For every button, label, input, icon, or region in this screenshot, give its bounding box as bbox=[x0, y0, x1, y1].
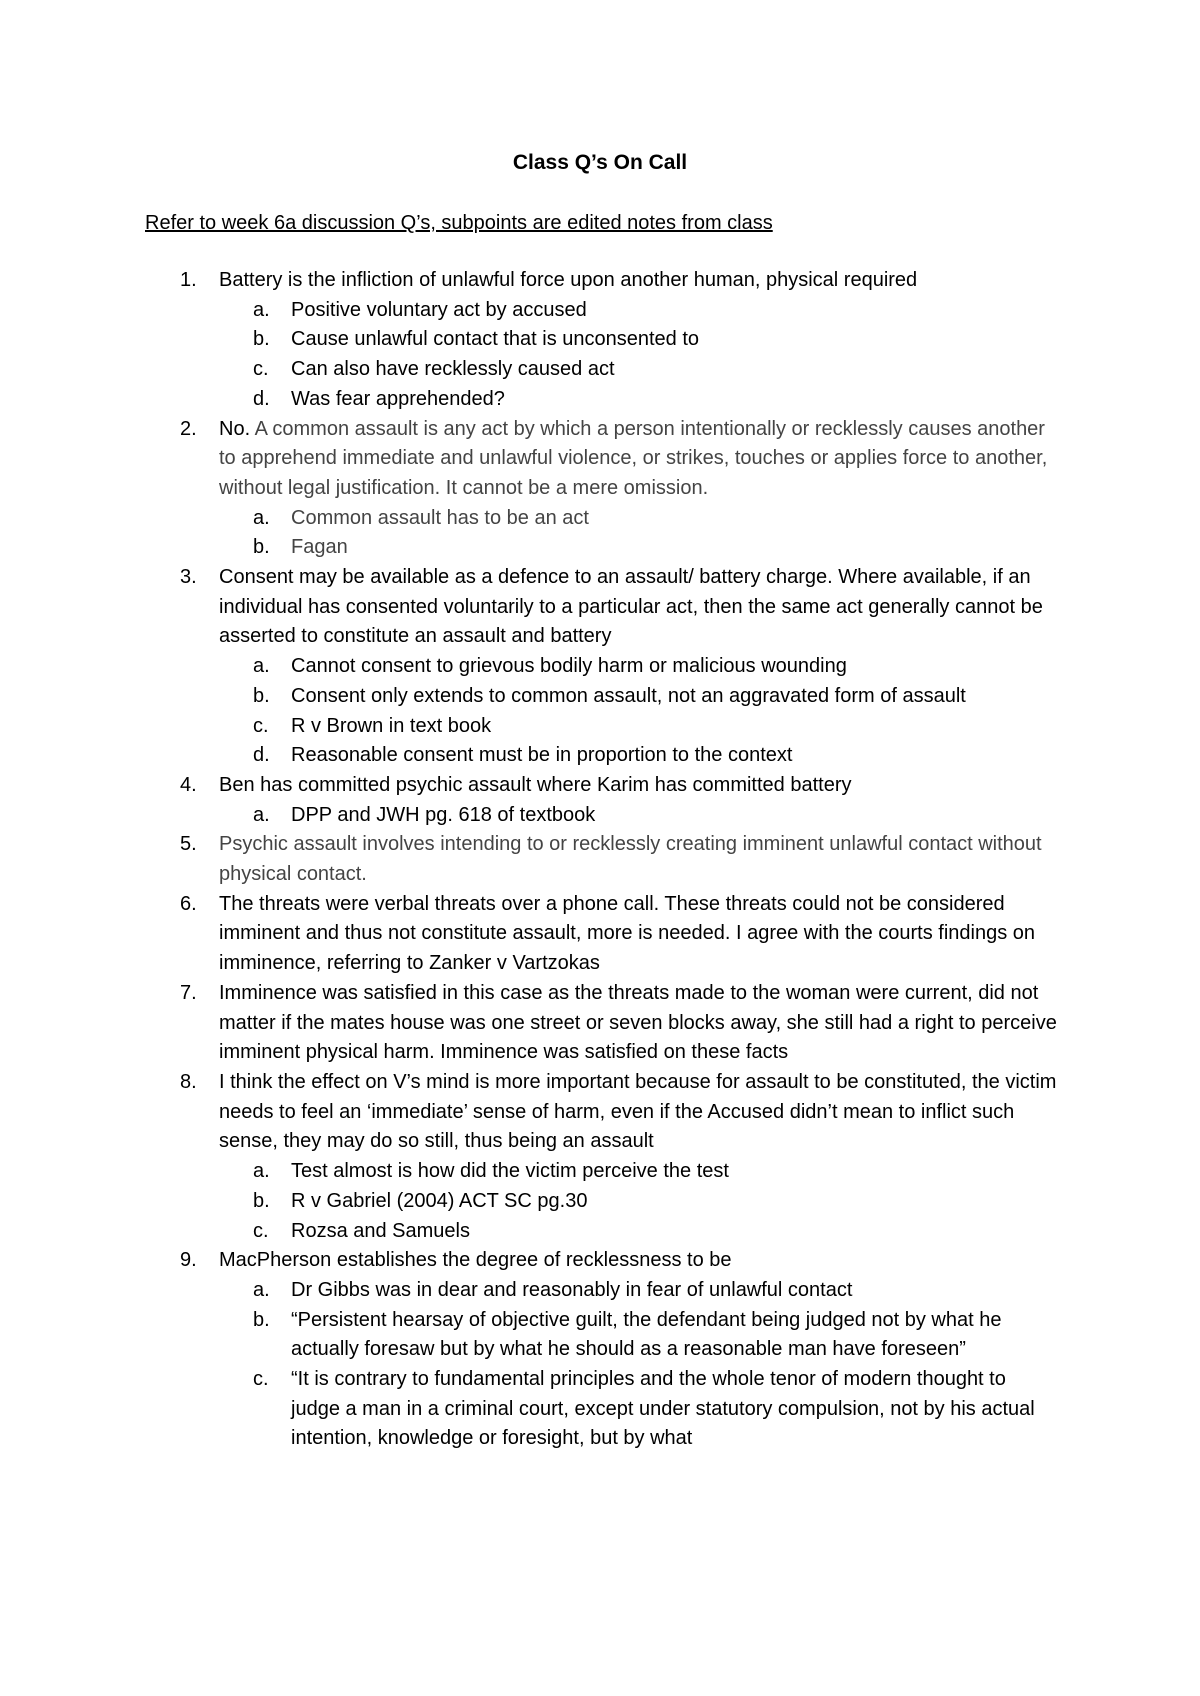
sub-list-text: Positive voluntary act by accused bbox=[291, 298, 587, 321]
sub-list-text: Dr Gibbs was in dear and reasonably in fear of unlawful contact bbox=[291, 1278, 853, 1301]
sub-list-letter: b. bbox=[253, 328, 270, 351]
list-number: 2. bbox=[180, 417, 197, 440]
sub-list-letter: a. bbox=[253, 655, 270, 678]
list-number: 4. bbox=[180, 773, 197, 796]
sub-list-item bbox=[219, 1276, 1059, 1306]
sub-list-item bbox=[219, 355, 1059, 385]
sub-list-text: R v Brown in text book bbox=[291, 714, 492, 737]
list-item bbox=[0, 1068, 1059, 1246]
sub-list bbox=[219, 801, 1059, 831]
list-text: MacPherson establishes the degree of recklessness to be bbox=[219, 1249, 732, 1272]
sub-list-item bbox=[219, 1306, 1059, 1365]
sub-list bbox=[219, 504, 1059, 563]
sub-list-item bbox=[219, 533, 1059, 563]
sub-list bbox=[219, 652, 1059, 771]
sub-list-letter: c. bbox=[253, 1219, 269, 1242]
list-number: 3. bbox=[180, 566, 197, 589]
list-item bbox=[0, 830, 1059, 889]
sub-list bbox=[219, 1157, 1059, 1246]
list-text: Ben has committed psychic assault where Karim has committed battery bbox=[219, 773, 852, 796]
list-text: I think the effect on V’s mind is more important because for assault to be constituted, the victim needs to feel an ‘immediate’ sense of harm, even if the Accused didn’t mean to inflict such sense, they may do so still, thus being an assault bbox=[219, 1070, 1057, 1153]
list-item bbox=[0, 771, 1059, 830]
sub-list-text: Cause unlawful contact that is unconsented to bbox=[291, 328, 700, 351]
sub-list-letter: b. bbox=[253, 1189, 270, 1212]
list-item bbox=[0, 979, 1059, 1068]
document-subtitle: Refer to week 6a discussion Q’s, subpoints are edited notes from class bbox=[145, 212, 773, 234]
list-text: Battery is the infliction of unlawful force upon another human, physical required bbox=[219, 269, 918, 291]
list-number: 9. bbox=[180, 1249, 197, 1272]
sub-list-item bbox=[219, 712, 1059, 742]
list-number: 1. bbox=[180, 269, 197, 291]
sub-list-item bbox=[219, 325, 1059, 355]
sub-list-letter: c. bbox=[253, 1368, 269, 1391]
list-text: Psychic assault involves intending to or recklessly creating imminent unlawful contact without physical contact. bbox=[219, 833, 1042, 886]
sub-list-item bbox=[219, 385, 1059, 415]
sub-list-text: Can also have recklessly caused act bbox=[291, 358, 615, 381]
sub-list-text: R v Gabriel (2004) ACT SC pg.30 bbox=[291, 1189, 588, 1212]
list-item bbox=[0, 563, 1059, 771]
sub-list-text: Test almost is how did the victim perceive the test bbox=[291, 1160, 729, 1183]
sub-list-letter: b. bbox=[253, 536, 270, 559]
sub-list-item bbox=[219, 741, 1059, 771]
sub-list-letter: c. bbox=[253, 358, 269, 381]
sub-list-text: Common assault has to be an act bbox=[291, 506, 589, 529]
sub-list-text: “Persistent hearsay of objective guilt, the defendant being judged not by what he actually foresaw but by what he should as a reasonable man have foreseen” bbox=[291, 1308, 1002, 1361]
sub-list-item bbox=[219, 296, 1059, 326]
list-number: 8. bbox=[180, 1070, 197, 1093]
sub-list-item bbox=[219, 652, 1059, 682]
sub-list-letter: a. bbox=[253, 298, 270, 321]
sub-list-text: DPP and JWH pg. 618 of textbook bbox=[291, 803, 596, 826]
sub-list-letter: c. bbox=[253, 714, 269, 737]
sub-list-letter: d. bbox=[253, 387, 270, 410]
sub-list-letter: a. bbox=[253, 1278, 270, 1301]
sub-list-item bbox=[219, 682, 1059, 712]
sub-list-letter: a. bbox=[253, 803, 270, 826]
sub-list-text: Consent only extends to common assault, not an aggravated form of assault bbox=[291, 684, 966, 707]
list-item bbox=[0, 415, 1059, 564]
sub-list-text: Fagan bbox=[291, 536, 348, 559]
list-text: A common assault is any act by which a person intentionally or recklessly causes another to apprehend immediate and unlawful violence, or strikes, touches or applies force to another, without legal justification. It cannot be a mere omission. bbox=[219, 417, 1048, 499]
sub-list-item bbox=[219, 504, 1059, 534]
list-text: Imminence was satisfied in this case as the threats made to the woman were current, did not matter if the mates house was one street or seven blocks away, she still had a right to perceive imminent physical harm. Imminence was satisfied on these facts bbox=[219, 981, 1057, 1064]
sub-list-text: Reasonable consent must be in proportion to the context bbox=[291, 744, 793, 767]
document-title: Class Q’s On Call bbox=[512, 151, 688, 174]
list-number: 6. bbox=[180, 892, 197, 915]
sub-list-letter: b. bbox=[253, 684, 270, 707]
list-item bbox=[0, 1246, 1059, 1454]
list-number: 7. bbox=[180, 981, 197, 1004]
list-item bbox=[0, 890, 1059, 979]
sub-list-item bbox=[219, 801, 1059, 831]
list-text: The threats were verbal threats over a phone call. These threats could not be considered imminent and thus not constitute assault, more is needed. I agree with the courts findings on imminence, referring to Zanker v Vartzokas bbox=[219, 892, 1036, 975]
sub-list-item bbox=[219, 1187, 1059, 1217]
sub-list-item bbox=[219, 1365, 1059, 1454]
list-item bbox=[0, 266, 1059, 415]
sub-list-letter: b. bbox=[253, 1308, 270, 1331]
sub-list bbox=[219, 296, 1059, 415]
sub-list-item bbox=[219, 1217, 1059, 1247]
sub-list-item bbox=[219, 1157, 1059, 1187]
sub-list-text: Was fear apprehended? bbox=[291, 387, 505, 410]
sub-list-text: Cannot consent to grievous bodily harm or malicious wounding bbox=[291, 655, 847, 678]
question-list bbox=[0, 266, 1200, 1454]
sub-list-letter: a. bbox=[253, 506, 270, 529]
sub-list-text: Rozsa and Samuels bbox=[291, 1219, 470, 1242]
list-text: Consent may be available as a defence to an assault/ battery charge. Where available, if an individual has consented voluntarily to a particular act, then the same act generally cannot be asserted to constitute an assault and battery bbox=[219, 566, 1043, 648]
sub-list-letter: d. bbox=[253, 744, 270, 767]
sub-list bbox=[219, 1276, 1059, 1454]
list-number: 5. bbox=[180, 833, 197, 856]
list-lead: No. bbox=[219, 417, 255, 440]
sub-list-letter: a. bbox=[253, 1160, 270, 1183]
sub-list-text: “It is contrary to fundamental principles and the whole tenor of modern thought to judge a man in a criminal court, except under statutory compulsion, not by his actual intention, knowledge or foresight, but by what bbox=[291, 1368, 1035, 1450]
